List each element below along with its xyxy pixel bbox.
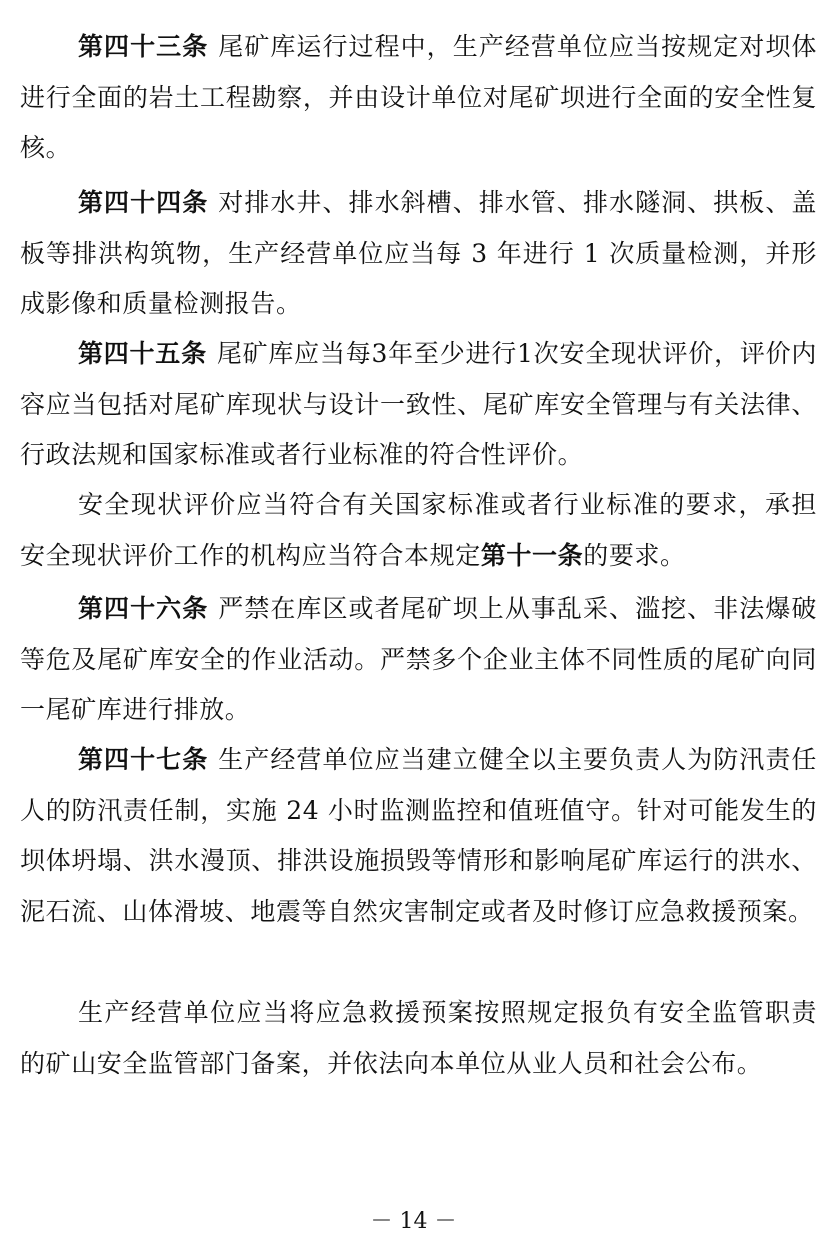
article-11-reference: 第十一条 [480, 540, 584, 570]
page-number: － 14 － [370, 1209, 457, 1234]
article-45-para2-tail: 的要求。 [583, 540, 686, 570]
article-43-paragraph [20, 22, 817, 174]
article-45-heading: 第四十五条 [78, 339, 207, 368]
article-47-heading: 第四十七条 [78, 745, 209, 774]
article-43-text: 尾矿库运行过程中，生产经营单位应当按规定对坝体进行全面的岩土工程勘察，并由设计单位对尾矿坝进行全面的安全性复核。 [20, 32, 817, 162]
article-47-paragraph [20, 735, 817, 937]
article-44-text: 对排水井、排水斜槽、排水管、排水隧洞、拱板、盖板等排洪构筑物，生产经营单位应当每 3 年进行 1 次质量检测，并形成影像和质量检测报告。 [20, 188, 817, 318]
article-44-paragraph [20, 178, 817, 330]
article-46-paragraph [20, 584, 817, 736]
article-46-heading: 第四十六条 [78, 594, 209, 623]
article-45-text: 尾矿库应当每3年至少进行1次安全现状评价，评价内容应当包括对尾矿库现状与设计一致性、尾矿库安全管理与有关法律、行政法规和国家标准或者行业标准的符合性评价。 [20, 339, 817, 469]
article-45-para2-text: 安全现状评价应当符合有关国家标准或者行业标准的要求，承担安全现状评价工作的机构应当符合本规定 [20, 490, 817, 570]
article-47-text: 生产经营单位应当建立健全以主要负责人为防汛责任人的防汛责任制，实施 24 小时监测监控和值班值守。针对可能发生的坝体坍塌、洪水漫顶、排洪设施损毁等情形和影响尾矿库运行的洪水、泥石流、山体滑坡、地震等自然灾害制定或者及时修订应急救援预案。 [20, 745, 817, 926]
article-47-paragraph-2 [20, 988, 817, 1089]
article-45-paragraph [20, 329, 817, 481]
article-47-para2-text: 生产经营单位应当将应急救援预案按照规定报负有安全监管职责的矿山安全监管部门备案，并依法向本单位从业人员和社会公布。 [20, 998, 817, 1078]
article-45-paragraph-2 [20, 480, 817, 581]
article-46-text: 严禁在库区或者尾矿坝上从事乱采、滥挖、非法爆破等危及尾矿库安全的作业活动。严禁多个企业主体不同性质的尾矿向同一尾矿库进行排放。 [20, 594, 817, 724]
article-43-heading: 第四十三条 [78, 32, 209, 61]
article-44-heading: 第四十四条 [78, 188, 209, 217]
